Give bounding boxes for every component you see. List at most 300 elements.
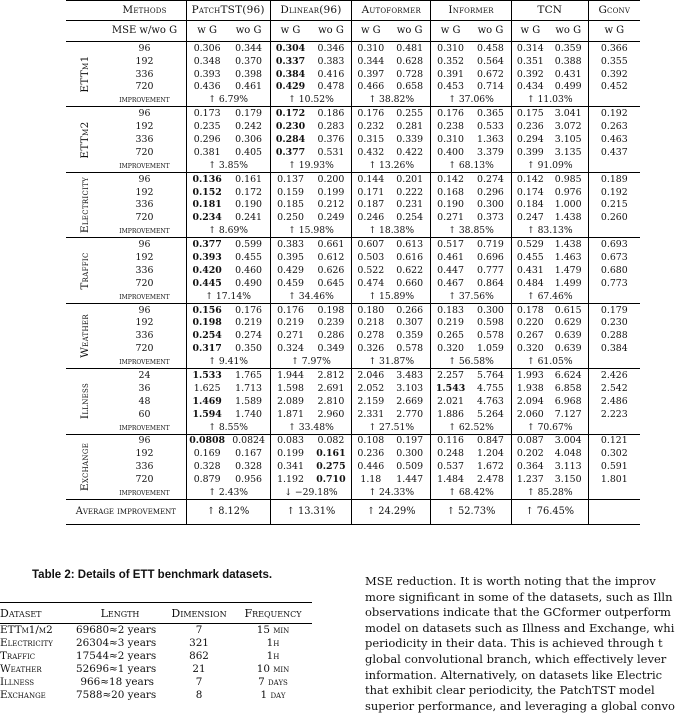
value-cell: 0.087 — [516, 435, 544, 447]
value-cell — [186, 186, 227, 199]
value-cell: 1.204 — [470, 448, 511, 461]
value-cell: 0.250 — [277, 212, 304, 224]
table2-cell: 321 — [189, 637, 209, 650]
value-cell: 2.060 — [516, 408, 544, 420]
average-cell: ↑ 76.45% — [511, 500, 588, 525]
improvement-cell: ↑ 37.56% — [431, 290, 512, 303]
horizon-cell: 96 — [103, 238, 186, 251]
improvement-cell: ↑ 17.14% — [186, 290, 270, 303]
value-cell: 2.810 — [310, 395, 351, 408]
value-cell: 0.328 — [228, 461, 270, 474]
horizon-cell: 720 — [103, 342, 186, 355]
best-value: 0.317 — [192, 343, 222, 355]
value-cell: 0.314 — [516, 42, 544, 54]
table-row — [66, 303, 640, 316]
text-line: MSE reduction. It is worth noting that the improv — [365, 574, 656, 588]
table-row — [66, 369, 640, 382]
improvement-cell: ↑ 67.46% — [511, 290, 588, 303]
best-value: 0.254 — [192, 330, 222, 342]
improvement-cell: ↑ 19.93% — [270, 159, 352, 172]
value-cell: 0.437 — [600, 146, 628, 158]
value-cell — [270, 55, 310, 68]
value-cell: 0.455 — [516, 251, 544, 263]
value-cell: 0.190 — [437, 199, 464, 211]
improvement-cell: ↑ 83.13% — [511, 224, 588, 237]
value-cell: 0.306 — [228, 133, 270, 146]
value-cell: 0.190 — [228, 199, 270, 212]
wg-header: w G — [588, 21, 640, 42]
wg-header: w G — [270, 21, 310, 42]
value-cell: 0.847 — [470, 434, 511, 447]
value-cell: 0.639 — [549, 330, 588, 343]
dataset-name: Weather — [78, 314, 91, 358]
value-cell: 0.171 — [357, 186, 385, 198]
table2-cell: 10 min — [256, 663, 290, 676]
value-cell: 0.248 — [437, 448, 464, 460]
improvement-cell: ↑ 24.33% — [352, 486, 431, 499]
best-value: 1.594 — [192, 408, 222, 420]
value-cell: 1.463 — [549, 251, 588, 264]
value-cell: 0.660 — [389, 277, 430, 290]
value-cell: 0.392 — [600, 68, 628, 80]
table2-cell: 21 — [192, 663, 206, 676]
value-cell: 0.296 — [470, 186, 511, 199]
value-cell: 0.628 — [389, 55, 430, 68]
value-cell: 2.542 — [600, 382, 628, 394]
value-cell: 0.599 — [228, 238, 270, 251]
value-cell: 0.351 — [516, 55, 544, 67]
improvement-label: improvement — [103, 290, 186, 303]
value-cell: 0.0824 — [228, 434, 270, 447]
value-cell: 0.349 — [310, 342, 351, 355]
table-row — [66, 55, 640, 68]
value-cell: 0.265 — [437, 330, 464, 342]
improvement-cell: ↑ 2.43% — [186, 486, 270, 499]
value-cell: 1.625 — [193, 382, 221, 394]
table-row — [66, 172, 640, 185]
value-cell: 2.331 — [357, 408, 385, 420]
value-cell: 3.041 — [549, 107, 588, 120]
value-cell: 0.422 — [389, 146, 430, 159]
value-cell: 0.658 — [389, 81, 430, 94]
wog-header: wo G — [310, 21, 351, 42]
table2-row — [0, 663, 312, 676]
horizon-cell: 192 — [103, 120, 186, 133]
value-cell: 0.306 — [193, 42, 221, 54]
value-cell: 0.254 — [389, 212, 430, 225]
horizon-cell: 36 — [103, 382, 186, 395]
improvement-cell: ↑ 70.67% — [511, 421, 588, 434]
value-cell: 6.858 — [549, 382, 588, 395]
value-cell: 0.355 — [600, 55, 628, 67]
value-cell: 1.484 — [437, 474, 464, 486]
wog-header: wo G — [549, 21, 588, 42]
value-cell: 2.094 — [516, 395, 544, 407]
value-cell: 0.249 — [310, 212, 351, 225]
value-cell: 1.871 — [277, 408, 304, 420]
value-cell: 0.460 — [228, 264, 270, 277]
value-cell: 0.176 — [357, 108, 385, 120]
model-header: TCN — [511, 1, 588, 21]
improvement-label: improvement — [103, 159, 186, 172]
methods-header: Methods — [103, 1, 186, 21]
value-cell: 0.661 — [310, 238, 351, 251]
value-cell: 0.083 — [277, 435, 304, 447]
best-value: 0.304 — [275, 42, 306, 54]
value-cell: 2.223 — [600, 408, 628, 420]
value-cell — [270, 81, 310, 94]
value-cell: 0.326 — [357, 343, 385, 355]
horizon-cell: 192 — [103, 55, 186, 68]
value-cell: 0.192 — [600, 186, 628, 198]
value-cell: 0.197 — [389, 434, 430, 447]
improvement-cell: ↑ 61.05% — [511, 355, 588, 368]
value-cell: 0.201 — [389, 172, 430, 185]
value-cell: 0.474 — [357, 277, 385, 289]
horizon-cell: 96 — [103, 42, 186, 55]
dataset-label — [66, 434, 103, 499]
value-cell: 4.048 — [549, 448, 588, 461]
value-cell: 0.199 — [277, 448, 304, 460]
value-cell: 0.116 — [437, 435, 464, 447]
best-value: 0.384 — [275, 68, 306, 80]
dataset-name: Electricity — [78, 177, 91, 234]
value-cell: 0.578 — [389, 342, 430, 355]
improvement-cell: ↑ 15.98% — [270, 224, 352, 237]
value-cell: 0.199 — [310, 186, 351, 199]
value-cell: 0.235 — [193, 121, 221, 133]
best-value: 0.136 — [192, 173, 222, 185]
value-cell: 2.046 — [357, 370, 385, 381]
value-cell: 0.239 — [310, 317, 351, 330]
horizon-cell: 96 — [103, 172, 186, 185]
best-value: 0.230 — [275, 121, 306, 133]
value-cell: 1.944 — [277, 370, 304, 381]
horizon-cell: 60 — [103, 408, 186, 421]
value-cell: 2.426 — [600, 370, 628, 381]
value-cell: 0.271 — [437, 212, 464, 224]
value-cell: 0.300 — [470, 303, 511, 316]
improvement-cell: ↑ 8.55% — [186, 421, 270, 434]
value-cell: 0.142 — [516, 173, 544, 185]
table-row — [66, 461, 640, 474]
value-cell: 0.696 — [470, 251, 511, 264]
value-cell: 0.176 — [437, 108, 464, 120]
text-line: that exhibit clear periodicity, the PatchTST model — [365, 683, 655, 698]
value-cell: 1.993 — [516, 370, 544, 381]
value-cell: 0.612 — [310, 251, 351, 264]
value-cell: 1.598 — [277, 382, 304, 394]
value-cell: 1.438 — [549, 212, 588, 225]
value-cell: 0.639 — [549, 342, 588, 355]
value-cell — [186, 342, 227, 355]
improvement-cell: ↑ 15.89% — [352, 290, 431, 303]
value-cell: 0.161 — [228, 172, 270, 185]
horizon-cell: 336 — [103, 133, 186, 146]
table-row — [66, 382, 640, 395]
value-cell: 0.198 — [310, 303, 351, 316]
value-cell: 1.672 — [470, 461, 511, 474]
table-row — [66, 238, 640, 251]
value-cell: 0.108 — [357, 435, 385, 447]
value-cell: 3.379 — [470, 146, 511, 159]
best-value: 0.393 — [192, 251, 222, 263]
value-cell — [186, 172, 227, 185]
table2-cell: 1h — [266, 650, 280, 663]
table2-cell: 7 — [195, 624, 203, 637]
value-cell: 0.172 — [228, 186, 270, 199]
dataset-label — [66, 172, 103, 237]
value-cell: 0.509 — [389, 461, 430, 474]
dataset-name: Illness — [78, 383, 91, 420]
table2-cell: 17544≈2 years — [76, 650, 157, 663]
value-cell — [186, 330, 227, 343]
value-cell: 0.144 — [357, 173, 385, 185]
value-cell: 0.179 — [600, 304, 628, 316]
value-cell: 0.220 — [516, 317, 544, 329]
table-row — [66, 408, 640, 421]
value-cell: 0.392 — [516, 68, 544, 80]
value-cell: 0.728 — [389, 68, 430, 81]
text-line: periodicity in their data. This is achieved through t — [365, 636, 663, 651]
value-cell: 0.397 — [357, 68, 385, 80]
table2-cell: Electricity — [0, 637, 53, 650]
value-cell: 0.391 — [437, 68, 464, 80]
value-cell: 0.453 — [437, 81, 464, 93]
value-cell: 0.719 — [470, 238, 511, 251]
table-row — [66, 42, 640, 55]
dataset-label — [66, 42, 103, 107]
value-cell: 0.246 — [357, 212, 385, 224]
value-cell: 0.626 — [310, 264, 351, 277]
horizon-cell: 192 — [103, 448, 186, 461]
value-cell: 5.264 — [470, 408, 511, 421]
value-cell: 0.478 — [310, 81, 351, 94]
value-cell: 2.021 — [437, 395, 464, 407]
value-cell: 0.300 — [389, 448, 430, 461]
horizon-cell: 192 — [103, 251, 186, 264]
horizon-cell: 336 — [103, 461, 186, 474]
value-cell: 0.564 — [470, 55, 511, 68]
value-cell: 2.478 — [470, 473, 511, 486]
value-cell: 0.341 — [277, 461, 304, 473]
value-cell: 0.168 — [437, 186, 464, 198]
value-cell: 0.384 — [600, 343, 628, 355]
table2-cell: 966≈18 years — [80, 676, 154, 689]
value-cell — [270, 68, 310, 81]
improvement-cell: ↑ 13.26% — [352, 159, 431, 172]
text-line: observations indicate that the GCformer outperform — [365, 605, 671, 620]
value-cell: 0.393 — [193, 68, 221, 80]
average-label: Average improvement — [66, 500, 186, 525]
model-header: Autoformer — [352, 1, 431, 21]
horizon-cell: 48 — [103, 395, 186, 408]
value-cell — [270, 120, 310, 133]
table2-cell: Traffic — [0, 650, 36, 663]
value-cell: 0.173 — [193, 108, 221, 120]
value-cell: 0.346 — [310, 42, 351, 55]
value-cell: 0.260 — [600, 212, 628, 224]
value-cell: 0.121 — [600, 435, 628, 447]
table2-cell: 862 — [189, 650, 209, 663]
value-cell: 0.598 — [470, 317, 511, 330]
value-cell: 0.187 — [357, 199, 385, 211]
table-row — [66, 186, 640, 199]
value-cell: 0.645 — [310, 277, 351, 290]
improvement-cell: ↑ 68.42% — [431, 486, 512, 499]
value-cell — [310, 448, 351, 461]
value-cell: 0.447 — [437, 264, 464, 276]
improvement-cell: ↑ 33.48% — [270, 421, 352, 434]
value-cell — [186, 277, 227, 290]
value-cell: 0.344 — [357, 55, 385, 67]
horizon-cell: 96 — [103, 303, 186, 316]
value-cell: 1.363 — [470, 133, 511, 146]
improvement-cell: ↑ 62.52% — [431, 421, 512, 434]
dataset-label — [66, 238, 103, 303]
value-cell: 0.434 — [516, 81, 544, 93]
best-value: 1.533 — [192, 370, 222, 381]
value-cell: 0.531 — [310, 146, 351, 159]
wg-header: w G — [186, 21, 227, 42]
value-cell — [186, 238, 227, 251]
value-cell: 0.320 — [516, 343, 544, 355]
value-cell: 6.624 — [549, 369, 588, 382]
table-row — [66, 107, 640, 120]
value-cell: 1.438 — [549, 238, 588, 251]
value-cell: 3.483 — [389, 369, 430, 382]
table-row — [66, 330, 640, 343]
value-cell: 2.052 — [357, 382, 385, 394]
value-cell — [186, 251, 227, 264]
value-cell: 0.466 — [357, 81, 385, 93]
value-cell: 0.219 — [277, 317, 304, 329]
improvement-label: improvement — [103, 355, 186, 368]
value-cell — [310, 473, 351, 486]
value-cell: 0.455 — [228, 251, 270, 264]
value-cell: 0.189 — [600, 173, 628, 185]
value-cell: 2.960 — [310, 408, 351, 421]
table2-cell: 69680≈2 years — [76, 624, 157, 637]
best-value: 1.469 — [192, 395, 222, 407]
value-cell: 2.691 — [310, 382, 351, 395]
dataset-label — [66, 303, 103, 368]
improvement-cell: ↑ 56.58% — [431, 355, 512, 368]
value-cell: 0.324 — [277, 343, 304, 355]
horizon-cell: 720 — [103, 81, 186, 94]
best-value: 0.0808 — [189, 435, 226, 447]
value-cell: 0.192 — [600, 108, 628, 120]
best-value: 0.377 — [192, 239, 222, 251]
improvement-cell: ↑ 7.97% — [270, 355, 352, 368]
value-cell: 0.231 — [389, 199, 430, 212]
value-cell: 0.286 — [310, 330, 351, 343]
table2-cell: 7588≈20 years — [76, 689, 157, 702]
horizon-cell: 336 — [103, 330, 186, 343]
wg-header: w G — [352, 21, 389, 42]
value-cell: 0.461 — [437, 251, 464, 263]
value-cell: 0.174 — [516, 186, 544, 198]
value-cell: 2.812 — [310, 369, 351, 382]
improvement-cell: ↑ 37.06% — [431, 94, 512, 107]
improvement-cell: ↑ 85.28% — [511, 486, 588, 499]
table2-header: Dimension — [164, 603, 234, 624]
wg-header: w G — [511, 21, 548, 42]
value-cell: 0.373 — [470, 212, 511, 225]
value-cell: 1.000 — [549, 199, 588, 212]
value-cell: 0.283 — [310, 120, 351, 133]
value-cell: 0.578 — [470, 330, 511, 343]
horizon-cell: 720 — [103, 277, 186, 290]
value-cell: 0.296 — [193, 133, 221, 145]
value-cell: 0.281 — [389, 120, 430, 133]
value-cell: 0.082 — [310, 434, 351, 447]
value-cell: 0.777 — [470, 264, 511, 277]
improvement-cell: ↑ 8.69% — [186, 224, 270, 237]
value-cell: 1.447 — [389, 473, 430, 486]
value-cell: 2.486 — [600, 395, 628, 407]
table2-caption: Table 2: Details of ETT benchmark datasets. — [32, 569, 273, 581]
table2-cell: 52696≈1 years — [76, 663, 157, 676]
table-row — [66, 199, 640, 212]
table-row — [66, 277, 640, 290]
value-cell: 0.383 — [277, 239, 304, 251]
value-cell: 0.591 — [600, 461, 628, 473]
value-cell: 0.267 — [516, 330, 544, 342]
value-cell: 0.302 — [600, 448, 628, 460]
text-line: global convolutional branch, which effectively lever — [365, 651, 667, 666]
value-cell: 0.503 — [357, 251, 385, 263]
value-cell: 4.755 — [470, 382, 511, 395]
value-cell: 0.241 — [228, 212, 270, 225]
value-cell: 0.222 — [389, 186, 430, 199]
improvement-cell: ↑ 18.38% — [352, 224, 431, 237]
best-value: 0.429 — [275, 81, 306, 93]
horizon-cell: 336 — [103, 199, 186, 212]
value-cell: 1.740 — [228, 408, 270, 421]
value-cell — [186, 212, 227, 225]
improvement-cell: ↑ 6.79% — [186, 94, 270, 107]
value-cell: 3.004 — [549, 434, 588, 447]
value-cell: 0.463 — [600, 133, 628, 145]
value-cell: 0.429 — [277, 264, 304, 276]
value-cell: 0.616 — [389, 251, 430, 264]
value-cell: 0.522 — [357, 264, 385, 276]
value-cell: 3.103 — [389, 382, 430, 395]
value-cell: 7.127 — [549, 408, 588, 421]
table2-cell: 26304≈3 years — [76, 637, 157, 650]
value-cell: 0.274 — [228, 330, 270, 343]
horizon-cell: 720 — [103, 146, 186, 159]
table2-row — [0, 689, 312, 702]
body-paragraph — [365, 574, 675, 714]
value-cell — [310, 461, 351, 474]
value-cell: 0.976 — [549, 186, 588, 199]
table-row — [66, 146, 640, 159]
value-cell: 0.310 — [437, 42, 464, 54]
value-cell: 0.176 — [228, 303, 270, 316]
value-cell — [186, 434, 227, 447]
value-cell: 6.968 — [549, 395, 588, 408]
table2-cell: Illness — [0, 676, 35, 689]
value-cell: 0.169 — [193, 448, 221, 460]
model-header: Informer — [431, 1, 512, 21]
results-table — [66, 0, 640, 525]
value-cell: 0.622 — [389, 264, 430, 277]
value-cell: 2.669 — [389, 395, 430, 408]
value-cell — [186, 317, 227, 330]
value-cell: 1.589 — [228, 395, 270, 408]
